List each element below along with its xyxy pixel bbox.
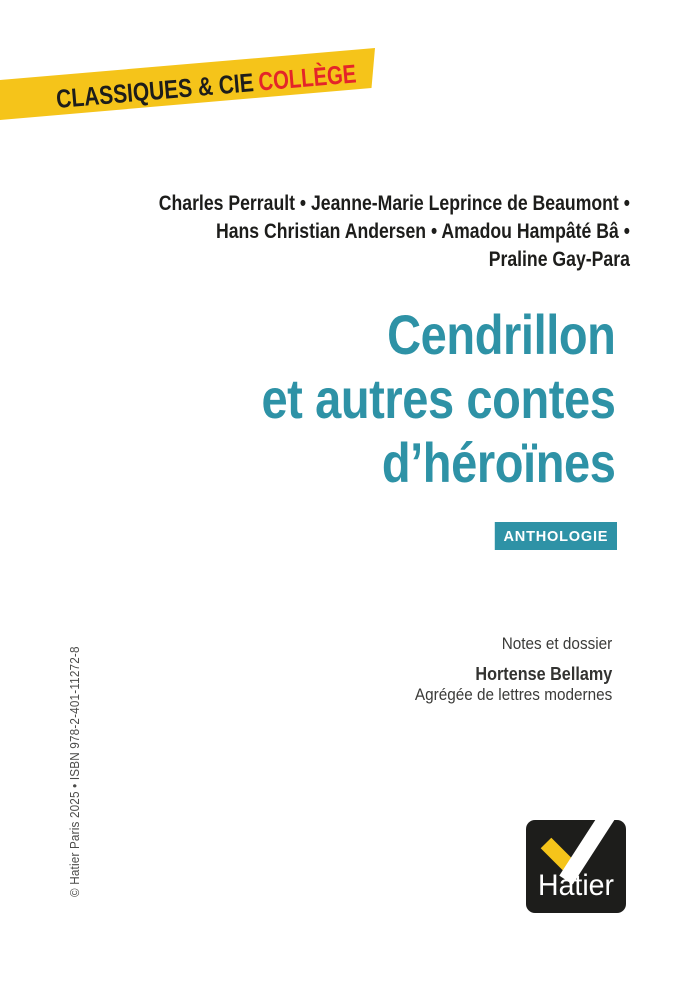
authors-list (159, 190, 630, 274)
publisher-logo (526, 820, 626, 913)
banner-series-label: CLASSIQUES & CIE (54, 63, 303, 114)
collection-banner (0, 0, 430, 145)
author-line: Charles Perrault • Jeanne-Marie Leprince de Beaumont • (158, 192, 630, 215)
banner-level-label: COLLÈGE (257, 56, 385, 97)
editor-name: Hortense Bellamy (475, 664, 612, 684)
anthology-badge: ANTHOLOGIE (495, 522, 617, 550)
copyright-isbn-vertical: © Hatier Paris 2025 • ISBN 978-2-401-11272-8 (67, 646, 82, 897)
author-line: Praline Gay-Para (488, 248, 630, 271)
credits-section (415, 633, 612, 706)
editor-role: Agrégée de lettres modernes (414, 685, 612, 704)
title-line: et autres contes (260, 367, 615, 430)
book-title (261, 303, 615, 495)
logo-wordmark: Hatier (538, 869, 615, 902)
notes-label: Notes et dossier (501, 634, 612, 653)
author-line: Hans Christian Andersen • Amadou Hampâté Bâ • (216, 220, 630, 243)
title-line: d’héroïnes (381, 431, 615, 494)
title-line: Cendrillon (386, 303, 615, 366)
